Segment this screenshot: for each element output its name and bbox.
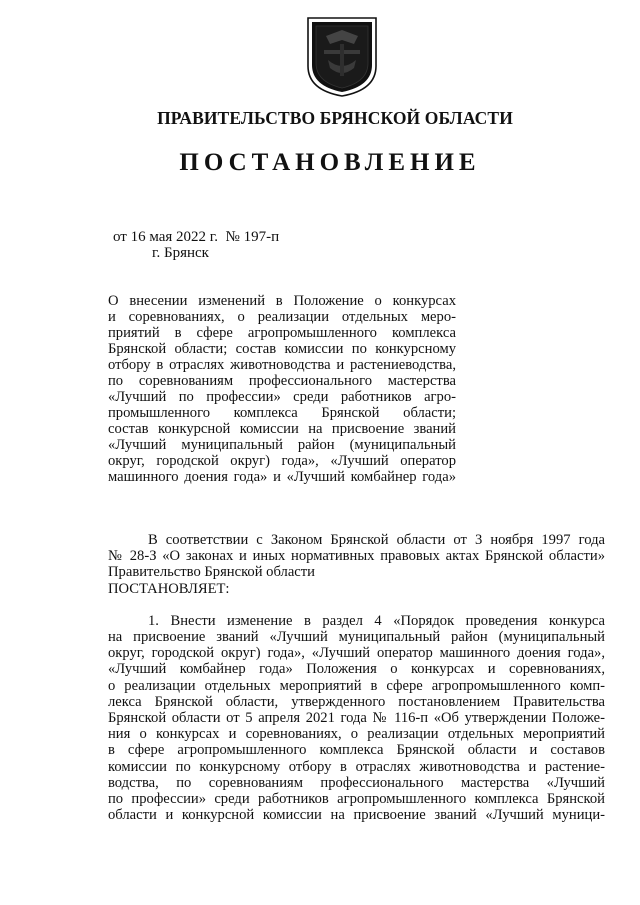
document-number: 197-п (243, 229, 280, 245)
title-line: и соревнованиях, о реализации отдельных меро- (108, 309, 456, 325)
preamble-line: Правительство Брянской области (108, 564, 315, 581)
paragraph-line: лекса Брянской области, утвержденного постановлением Правительства (108, 693, 605, 710)
document-type: ПОСТАНОВЛЕНИЕ (179, 149, 481, 176)
title-line: округ, городской округ) года», «Лучший оператор (108, 453, 456, 469)
paragraph-line: ния о конкурсах и соревнованиях, о реализации отдельных мероприятий (108, 726, 605, 743)
city: г. Брянск (152, 245, 209, 261)
document-date: 16 мая 2022 г. (130, 229, 219, 245)
paragraph-line: «Лучший комбайнер года» Положения о конкурсах и соревнованиях, (108, 661, 605, 678)
title-line: Брянской области; состав комиссии по конкурсному (108, 341, 456, 357)
document-body (108, 532, 605, 823)
organization-name: ПРАВИТЕЛЬСТВО БРЯНСКОЙ ОБЛАСТИ (157, 108, 513, 128)
title-line: О внесении изменений в Положение о конкурсах (108, 293, 456, 309)
title-line: машинного доения года» и «Лучший комбайнер года» (108, 469, 456, 485)
title-line: «Лучший по профессии» среди работников агро- (108, 389, 456, 405)
paragraph-line: области и конкурсной комиссии на присвоение званий «Лучший муници- (108, 807, 605, 824)
paragraph-line: на присвоение званий «Лучший муниципальный район (муниципальный (108, 629, 605, 646)
title-line: промышленного комплекса Брянской области; (108, 405, 456, 421)
number-sign: № (225, 229, 240, 245)
coat-of-arms-icon (302, 14, 382, 98)
paragraph-line: 1. Внести изменение в раздел 4 «Порядок проведения конкурса (148, 612, 605, 629)
paragraph-line: в сфере агропромышленного комплекса Брянской области и составов (108, 742, 605, 759)
title-line: отбору в отраслях животноводства и растениеводства, (108, 357, 456, 373)
date-prefix: от (113, 229, 127, 245)
paragraph-line: по профессии» среди работников агропромышленного комплекса Брянской (108, 791, 605, 808)
title-line: по соревнованиям профессионального мастерства (108, 373, 456, 389)
resolves-word: ПОСТАНОВЛЯЕТ: (108, 580, 230, 597)
date-line (113, 229, 279, 246)
document-title (108, 293, 456, 485)
preamble-line: № 28-З «О законах и иных нормативных правовых актах Брянской области» (108, 548, 605, 565)
title-line: «Лучший муниципальный район (муниципальный (108, 437, 456, 453)
title-line: приятий в сфере агропромышленного комплекса (108, 325, 456, 341)
title-line: состав конкурсной комиссии на присвоение званий (108, 421, 456, 437)
paragraph-line: Брянской области от 5 апреля 2021 года № 116-п «Об утверждении Положе- (108, 710, 605, 727)
preamble-line: В соответствии с Законом Брянской области от 3 ноября 1997 года (148, 532, 605, 548)
paragraph-line: о реализации отдельных мероприятий в сфере агропромышленного комп- (108, 677, 605, 694)
paragraph-line: комиссии по конкурсному отбору в отраслях животноводства и растение- (108, 758, 605, 775)
paragraph-line: округ, городской округ) года», «Лучший оператор машинного доения года», (108, 645, 605, 662)
paragraph-line: водства, по соревнованиям профессионального мастерства «Лучший (108, 774, 605, 791)
